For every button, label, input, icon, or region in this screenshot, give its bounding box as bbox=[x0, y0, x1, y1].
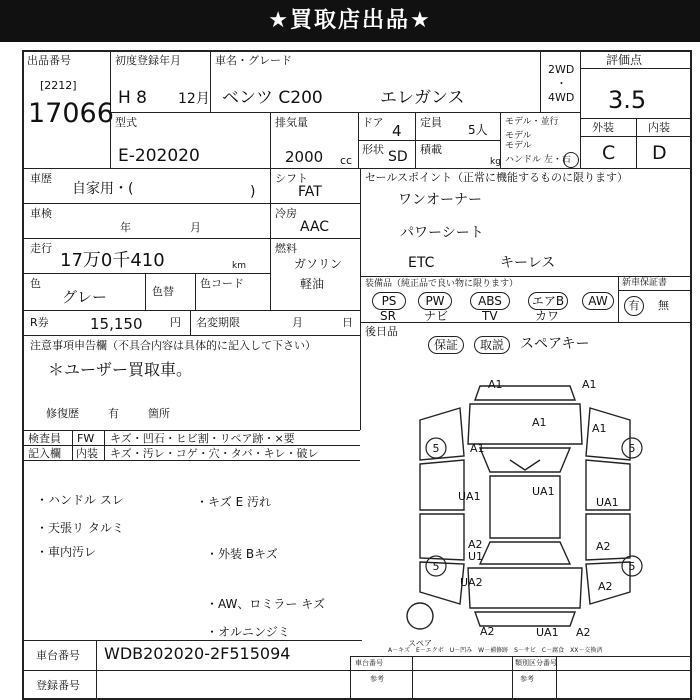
capacity-value: 5人 bbox=[468, 123, 488, 137]
load-unit: kg bbox=[490, 157, 501, 167]
inspection-month: 月 bbox=[190, 221, 201, 234]
rear-item-manual: 取説 bbox=[474, 336, 510, 354]
damage-mark-14: A2 bbox=[480, 625, 495, 638]
comment-4: ・キズ E 汚れ bbox=[196, 495, 271, 509]
mileage-label: 走行 bbox=[30, 242, 52, 255]
inspector-row1-text: キズ・凹石・ヒビ割・リペア跡・×要 bbox=[110, 432, 295, 445]
car-left-rear-door bbox=[420, 514, 464, 560]
ref-label-4: 参考 bbox=[520, 675, 534, 683]
ref-label-1: 車台番号 bbox=[355, 659, 383, 667]
rear-label: 後日品 bbox=[365, 325, 398, 338]
damage-mark-6: UA1 bbox=[458, 490, 481, 503]
ref-label-2: 参考 bbox=[370, 675, 384, 683]
ac-value: AAC bbox=[300, 219, 330, 235]
damage-mark-13: A2 bbox=[598, 580, 613, 593]
lot-sub: [2212] bbox=[40, 79, 77, 92]
recycle-label: R券 bbox=[30, 316, 49, 329]
damage-mark-12: UA2 bbox=[460, 576, 483, 589]
exterior-value: C bbox=[602, 142, 616, 164]
inspector-row2-tag: 内装 bbox=[76, 447, 98, 460]
tire-front-right-label: 5 bbox=[628, 442, 636, 455]
drive-dot: ・ bbox=[556, 77, 567, 90]
load-label: 積載 bbox=[420, 143, 442, 156]
notes-content: ＊ユーザー買取車。 bbox=[48, 360, 193, 379]
ac-label: 冷房 bbox=[275, 207, 297, 220]
car-hood bbox=[468, 404, 582, 444]
car-name: ベンツ C200 bbox=[222, 88, 323, 108]
drive-2wd: 2WD bbox=[548, 63, 575, 76]
comment-5: ・外装 Bキズ bbox=[206, 547, 278, 561]
car-right-rear-door bbox=[586, 514, 630, 560]
reg-type-value: 自家用・( bbox=[72, 181, 134, 197]
displacement-value: 2000 bbox=[285, 148, 324, 166]
equip-abs: ABS bbox=[470, 292, 510, 310]
car-name-label: 車名・グレード bbox=[215, 54, 292, 67]
interior-label: 内装 bbox=[648, 121, 670, 134]
shape-value: SD bbox=[388, 149, 408, 165]
color-change-label: 色替 bbox=[152, 285, 174, 298]
damage-mark-8: UA1 bbox=[596, 496, 619, 509]
eval-value: 3.5 bbox=[608, 86, 647, 114]
first-reg-year: H 8 bbox=[118, 88, 148, 108]
reg-no-label: 登録番号 bbox=[36, 679, 80, 692]
recycle-value: 15,150 bbox=[90, 315, 143, 333]
mileage-unit: km bbox=[232, 261, 246, 271]
equip-pw: PW bbox=[418, 292, 452, 310]
inspector-label-1: 検査員 bbox=[28, 432, 61, 445]
equip-aw: AW bbox=[582, 292, 614, 310]
color-value: グレー bbox=[62, 288, 108, 306]
shift-label: シフト bbox=[275, 172, 308, 185]
exterior-label: 外装 bbox=[592, 121, 614, 134]
inspector-row1-tag: FW bbox=[77, 432, 95, 445]
interior-value: D bbox=[652, 142, 667, 164]
tire-front-left-label: 5 bbox=[432, 442, 440, 455]
repair-value: 有 bbox=[108, 407, 119, 420]
color-code-label: 色コード bbox=[200, 277, 244, 290]
fuel-alt: 軽油 bbox=[300, 277, 325, 291]
handle-right-circle bbox=[563, 152, 579, 168]
comment-2: ・天張リ タルミ bbox=[36, 521, 124, 535]
tire-rear-left-label: 5 bbox=[432, 560, 440, 573]
lot-number: 17066 bbox=[28, 98, 114, 129]
equip-ps: PS bbox=[372, 292, 406, 310]
damage-mark-5: A1 bbox=[470, 442, 485, 455]
capacity-label: 定員 bbox=[420, 116, 442, 129]
equip-leather: カワ bbox=[535, 309, 560, 323]
tire-rear-right-label: 5 bbox=[628, 560, 636, 573]
repair-label: 修復歴 bbox=[46, 407, 79, 420]
displacement-label: 排気量 bbox=[275, 116, 308, 129]
damage-mark-3: A1 bbox=[532, 416, 547, 429]
fuel-value: ガソリン bbox=[294, 257, 343, 271]
drive-4wd: 4WD bbox=[548, 91, 575, 104]
inspector-label-2: 記入欄 bbox=[28, 447, 61, 460]
grade: エレガンス bbox=[380, 88, 465, 108]
displacement-unit: cc bbox=[340, 154, 353, 167]
car-damage-diagram bbox=[360, 360, 690, 650]
handle-mark: モデル・並行 bbox=[505, 117, 559, 127]
mileage-value: 17万0千410 bbox=[60, 250, 165, 271]
model-series-label: モデル bbox=[505, 131, 532, 141]
inspection-year: 年 bbox=[120, 221, 131, 234]
inspection-label: 車検 bbox=[30, 207, 52, 220]
ref-label-3: 類別区分番号 bbox=[515, 659, 557, 667]
car-windshield bbox=[480, 448, 570, 472]
car-trunk bbox=[468, 568, 582, 608]
inspector-row2-text: キズ・汚レ・コゲ・穴・タバ・キレ・破レ bbox=[110, 447, 319, 460]
lot-label: 出品番号 bbox=[27, 54, 71, 67]
comment-3: ・車内汚レ bbox=[36, 545, 97, 559]
car-rear-window bbox=[480, 542, 570, 564]
diagram-legend: A－キズ E－エクボ U－凹み W－補修跡 S－サビ C－腐食 XX－交換済 bbox=[388, 647, 603, 654]
model-value: E-202020 bbox=[118, 146, 200, 166]
damage-mark-15: UA1 bbox=[536, 626, 559, 639]
equipment-title: 装備品（純正品で良い物に限ります） bbox=[365, 279, 519, 289]
damage-mark-9: A2 bbox=[468, 538, 483, 551]
damage-mark-1: A1 bbox=[488, 378, 503, 391]
damage-mark-2: A1 bbox=[582, 378, 597, 391]
equip-sr: SR bbox=[380, 309, 396, 323]
name-change-label: 名変期限 bbox=[196, 316, 240, 329]
car-steering-mark bbox=[510, 460, 540, 470]
rear-item-spare-key: スペアキー bbox=[520, 336, 590, 352]
comment-6: ・AW、ロミラー キズ bbox=[206, 597, 325, 611]
warranty-yes: 有 bbox=[624, 296, 644, 316]
sales-title: セールスポイント（正常に機能するものに限ります） bbox=[365, 171, 629, 184]
damage-mark-11: A2 bbox=[596, 540, 611, 553]
shape-label: 形状 bbox=[362, 143, 384, 156]
comment-1: ・ハンドル スレ bbox=[36, 493, 124, 507]
reg-type-close: ) bbox=[250, 184, 256, 200]
eval-label: 評価点 bbox=[606, 53, 643, 67]
doors-label: ドア bbox=[362, 116, 384, 129]
damage-mark-10: U1 bbox=[468, 550, 484, 563]
name-change-day: 日 bbox=[342, 316, 353, 329]
color-label: 色 bbox=[30, 277, 41, 290]
repair-place: 箇所 bbox=[148, 407, 170, 420]
handle-label: ハンドル 左・右 bbox=[505, 155, 571, 165]
rear-item-warranty: 保証 bbox=[428, 336, 464, 354]
warranty-label: 新車保証書 bbox=[622, 278, 668, 288]
recycle-unit: 円 bbox=[170, 316, 181, 329]
first-reg-month: 12月 bbox=[178, 91, 210, 107]
chassis-label: 車台番号 bbox=[36, 649, 80, 662]
chassis-value: WDB202020-2F515094 bbox=[104, 644, 291, 663]
model-label: 型式 bbox=[115, 116, 137, 129]
sales-item-1: ワンオーナー bbox=[398, 192, 482, 208]
damage-mark-16: A2 bbox=[576, 626, 591, 639]
reg-type-label: 車歴 bbox=[30, 172, 52, 185]
sales-item-4: キーレス bbox=[500, 255, 556, 271]
name-change-month: 月 bbox=[292, 316, 303, 329]
equip-tv: TV bbox=[482, 309, 498, 323]
fuel-label: 燃料 bbox=[275, 242, 297, 255]
doors-value: 4 bbox=[392, 122, 402, 140]
damage-mark-7: UA1 bbox=[532, 485, 555, 498]
damage-mark-4: A1 bbox=[592, 422, 607, 435]
comment-7: ・オルニンジミ bbox=[206, 625, 290, 639]
notes-label: 注意事項申告欄（不具合内容は具体的に記入して下さい） bbox=[30, 339, 316, 352]
sales-item-3: ETC bbox=[408, 255, 435, 271]
spare-label: スペア bbox=[408, 639, 432, 648]
first-reg-label: 初度登録年月 bbox=[115, 54, 181, 67]
equip-navi: ナビ bbox=[424, 309, 449, 323]
shift-value: FAT bbox=[298, 184, 322, 200]
equip-airbag: エアB bbox=[528, 292, 568, 310]
sales-item-2: パワーシート bbox=[400, 225, 484, 241]
warranty-no: 無 bbox=[658, 299, 669, 312]
car-rear-bumper bbox=[475, 612, 575, 626]
spare-tire-circle bbox=[407, 603, 433, 629]
model-series-label2: モデル bbox=[505, 141, 532, 151]
banner-title: ★買取店出品★ bbox=[0, 0, 700, 42]
